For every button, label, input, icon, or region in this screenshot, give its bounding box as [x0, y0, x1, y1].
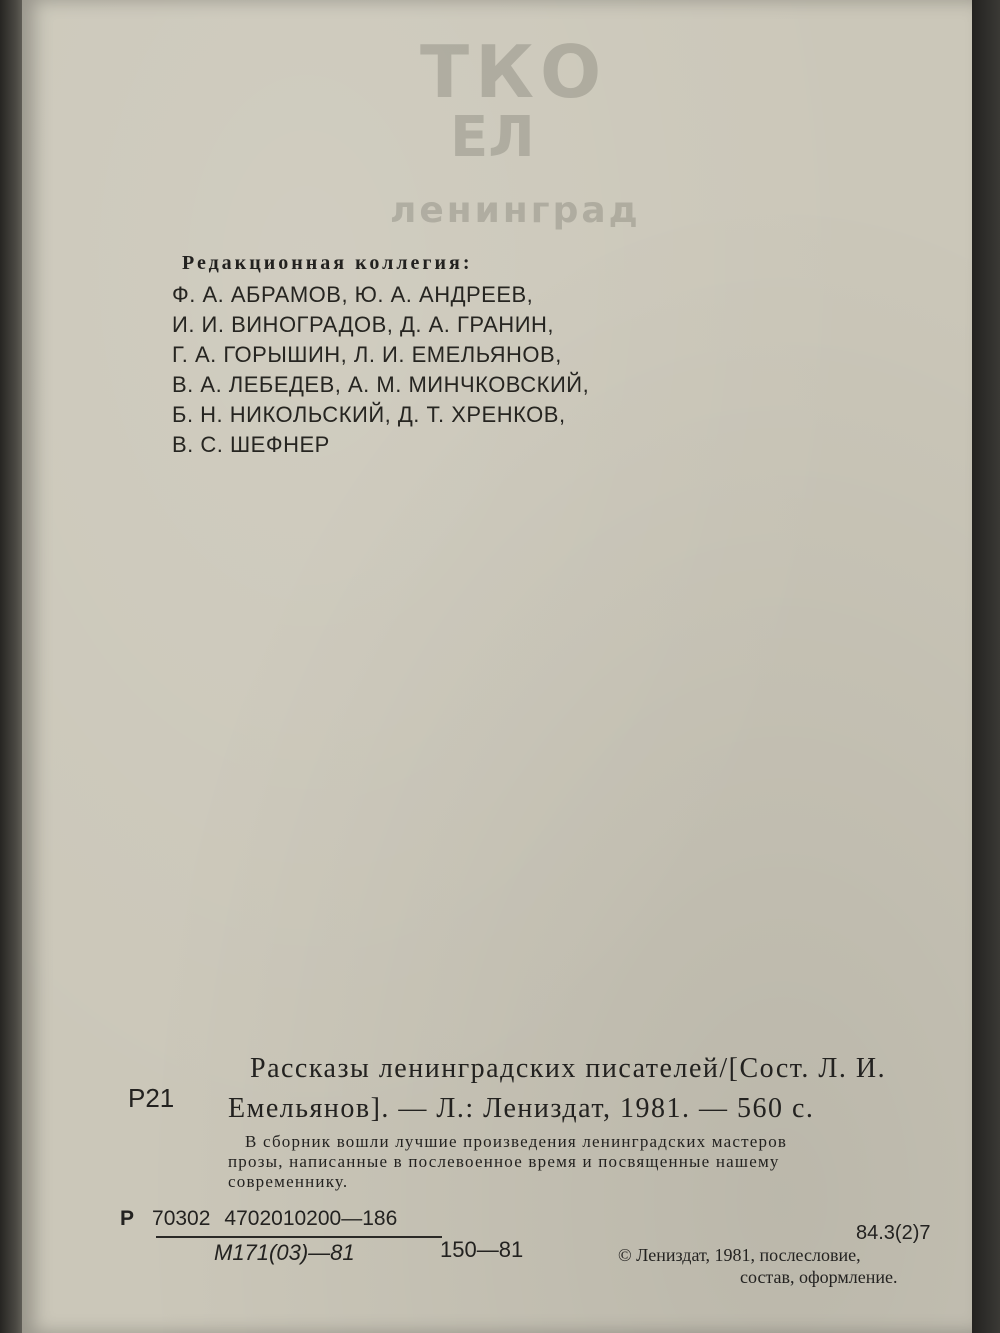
editorial-board-line: В. А. ЛЕБЕДЕВ, А. М. МИНЧКОВСКИЙ,	[172, 372, 590, 397]
copyright-line: © Лениздат, 1981, послесловие,	[618, 1245, 861, 1265]
editorial-board-line: В. С. ШЕФНЕР	[172, 432, 330, 457]
show-through-text: ТКО ЕЛ ленинград	[390, 30, 641, 231]
editorial-board-line: Г. А. ГОРЫШИН, Л. И. ЕМЕЛЬЯНОВ,	[172, 342, 562, 367]
copyright-line: состав, оформление.	[740, 1267, 898, 1287]
editorial-board-heading: Редакционная коллегия:	[182, 252, 473, 274]
editorial-board-line: Б. Н. НИКОЛЬСКИЙ, Д. Т. ХРЕНКОВ,	[172, 402, 566, 427]
imprint-number: 150—81	[440, 1237, 524, 1262]
bibliographic-line: Рассказы ленинградских писателей/[Сост. Л. И.	[250, 1053, 887, 1084]
bibliographic-line: Емельянов]. — Л.: Лениздат, 1981. — 560 с.	[228, 1093, 815, 1124]
annotation-line: В сборник вошли лучшие произведения ленинградских мастеров	[245, 1132, 788, 1151]
catalog-code: Р21	[128, 1083, 175, 1113]
imprint-letter: Р	[120, 1207, 135, 1230]
editorial-board-line: И. И. ВИНОГРАДОВ, Д. А. ГРАНИН,	[172, 312, 555, 337]
annotation-line: современнику.	[228, 1172, 349, 1191]
page-right-edge	[972, 0, 1000, 1333]
annotation-line: прозы, написанные в послевоенное время и посвященные нашему	[228, 1152, 780, 1171]
imprint-code-denominator: М171(03)—81	[214, 1240, 355, 1265]
imprint-code-right: 4702010200—186	[224, 1207, 398, 1230]
imprint-code-numerator	[120, 1207, 397, 1231]
imprint-code-left: 70302	[152, 1207, 211, 1230]
editorial-board-line: Ф. А. АБРАМОВ, Ю. А. АНДРЕЕВ,	[172, 282, 534, 307]
bbk-code: 84.3(2)7	[856, 1222, 931, 1244]
fraction-rule	[156, 1236, 442, 1238]
